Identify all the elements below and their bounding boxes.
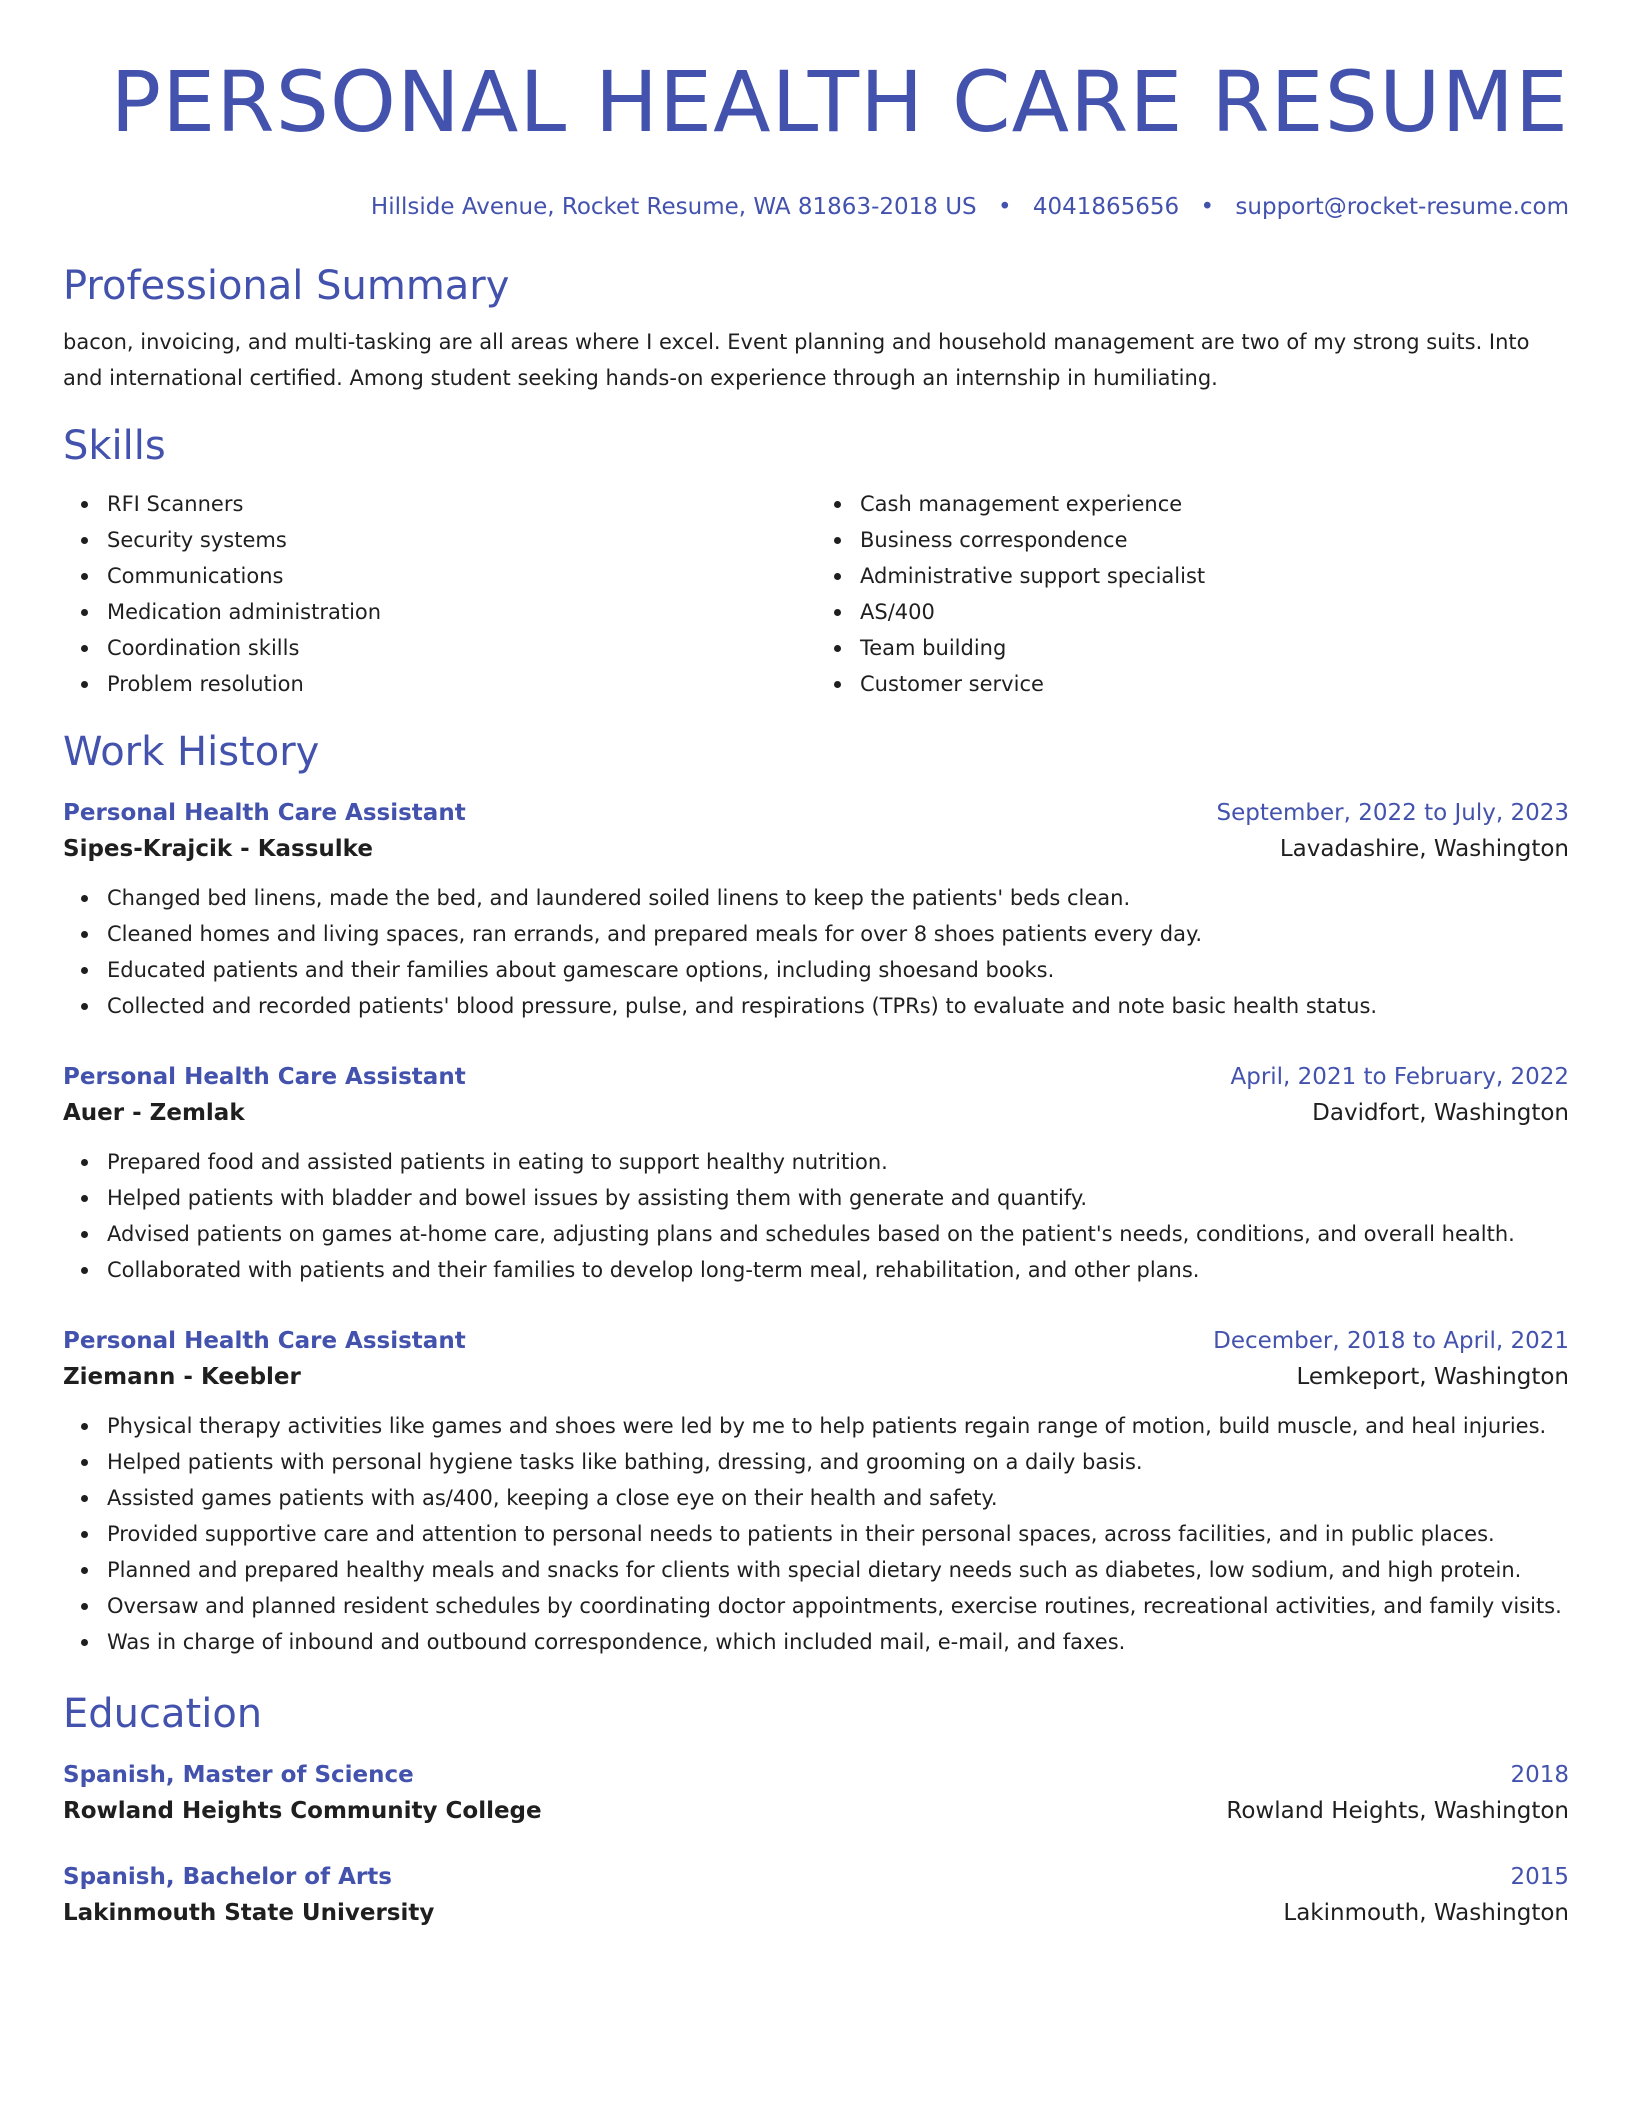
skills-column-left [63,486,816,702]
skills-column-right [816,486,1569,702]
job-duty-item: Was in charge of inbound and outbound correspondence, which included mail, e-mail, and faxes. [107,1624,1569,1660]
skill-item: AS/400 [860,594,1569,630]
skill-item: Medication administration [107,594,816,630]
education-year: 2018 [1510,1762,1569,1788]
skill-item: Customer service [860,666,1569,702]
resume-header [63,0,1569,222]
education-entry [63,1860,1569,1932]
contact-email: support@rocket-resume.com [1235,194,1569,220]
skill-item: Coordination skills [107,630,816,666]
skill-item: Communications [107,558,816,594]
education-degree: Spanish, Bachelor of Arts [63,1864,392,1890]
education-location: Lakinmouth, Washington [1283,1900,1569,1926]
education-entry [63,1758,1569,1830]
contact-address: Hillside Avenue, Rocket Resume, WA 81863-2018 US [370,194,977,220]
job-location: Lavadashire, Washington [1279,836,1569,862]
resume-name: PERSONAL HEALTH CARE RESUME [110,53,1569,151]
job-location: Davidfort, Washington [1312,1100,1569,1126]
contact-line [63,192,1569,222]
education-location: Rowland Heights, Washington [1226,1798,1569,1824]
job-duty-item: Advised patients on games at-home care, adjusting plans and schedules based on the patient's needs, conditions, and overall health. [107,1216,1569,1252]
job-duties [63,1408,1569,1660]
job-title: Personal Health Care Assistant [63,800,466,826]
skill-item: Security systems [107,522,816,558]
skill-item: Administrative support specialist [860,558,1569,594]
job-duty-item: Helped patients with bladder and bowel issues by assisting them with generate and quantify. [107,1180,1569,1216]
job-title: Personal Health Care Assistant [63,1328,466,1354]
education-degree: Spanish, Master of Science [63,1762,414,1788]
job-duty-item: Prepared food and assisted patients in eating to support healthy nutrition. [107,1144,1569,1180]
job-entry [63,1324,1569,1660]
job-entry [63,796,1569,1024]
education-school: Rowland Heights Community College [63,1798,542,1824]
job-duty-item: Collected and recorded patients' blood pressure, pulse, and respirations (TPRs) to evaluate and note basic health status. [107,988,1569,1024]
section-title-education: Education [63,1691,263,1737]
skill-item: Business correspondence [860,522,1569,558]
job-company: Ziemann - Keebler [63,1364,301,1390]
job-duty-item: Cleaned homes and living spaces, ran errands, and prepared meals for over 8 shoes patients every day. [107,916,1569,952]
job-title: Personal Health Care Assistant [63,1064,466,1090]
job-duty-item: Collaborated with patients and their families to develop long-term meal, rehabilitation, and other plans. [107,1252,1569,1288]
job-dates: September, 2022 to July, 2023 [1216,800,1569,826]
skill-item: Problem resolution [107,666,816,702]
job-duty-item: Planned and prepared healthy meals and snacks for clients with special dietary needs such as diabetes, low sodium, and high protein. [107,1552,1569,1588]
job-location: Lemkeport, Washington [1296,1364,1569,1390]
job-company: Auer - Zemlak [63,1100,245,1126]
education-section [63,1690,1569,1932]
skills-section [63,422,1569,702]
education-school: Lakinmouth State University [63,1900,435,1926]
job-duty-item: Provided supportive care and attention to personal needs to patients in their personal spaces, across facilities, and in public places. [107,1516,1569,1552]
skill-item: RFI Scanners [107,486,816,522]
contact-phone: 4041865656 [1032,194,1180,220]
contact-separator: • [1200,194,1215,220]
skills-grid [63,486,1569,702]
job-duty-item: Assisted games patients with as/400, keeping a close eye on their health and safety. [107,1480,1569,1516]
section-title-summary: Professional Summary [63,263,510,309]
job-company: Sipes-Krajcik - Kassulke [63,836,373,862]
job-dates: December, 2018 to April, 2021 [1213,1328,1569,1354]
job-duty-item: Changed bed linens, made the bed, and laundered soiled linens to keep the patients' beds clean. [107,880,1569,916]
job-duties [63,880,1569,1024]
contact-separator: • [997,194,1012,220]
job-duties [63,1144,1569,1288]
job-duty-item: Oversaw and planned resident schedules by coordinating doctor appointments, exercise routines, recreational activities, and family visits. [107,1588,1569,1624]
section-title-skills: Skills [63,423,166,469]
education-year: 2015 [1510,1864,1569,1890]
skill-item: Team building [860,630,1569,666]
summary-section [63,262,1569,396]
summary-text: bacon, invoicing, and multi-tasking are all areas where I excel. Event planning and household management are two of my strong suits. Into and international certified. Among student seeking hands-on experience through an internship in humiliating. [63,330,1530,390]
work-history-section [63,728,1569,1660]
job-dates: April, 2021 to February, 2022 [1230,1064,1569,1090]
job-duty-item: Helped patients with personal hygiene tasks like bathing, dressing, and grooming on a daily basis. [107,1444,1569,1480]
job-duty-item: Educated patients and their families about gamescare options, including shoesand books. [107,952,1569,988]
job-entry [63,1060,1569,1288]
skill-item: Cash management experience [860,486,1569,522]
job-duty-item: Physical therapy activities like games and shoes were led by me to help patients regain range of motion, build muscle, and heal injuries. [107,1408,1569,1444]
section-title-work-history: Work History [63,729,320,775]
